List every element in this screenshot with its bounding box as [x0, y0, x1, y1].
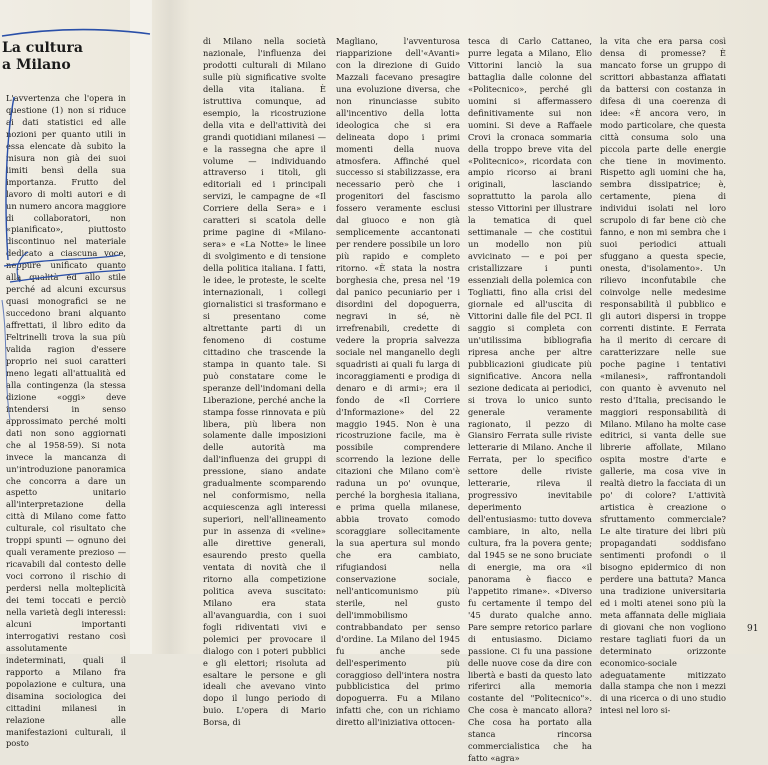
- column-5-text: la vita che era parsa così densa di promesse? È mancato forse un gruppo di scrittori abbastanza affiatati da battersi con costanza in difesa di una coerenza di idee: «È ancora vero, in modo particolare, che questa città consuma solo una piccola parte delle energie che tiene in movimento. Rispetto agli uomini che ha, sembra dissipatrice; è, certamente, piena di individui isolati nel loro scrupolo di far bene ciò che fanno, e non mi sembra che i suoi periodici attuali sfuggano a questa specie, onesta, d'isolamento». Un rilievo inconfutabile che coinvolge nelle medesime responsabilità il pubblico e gli autori dispersi in troppe correnti distinte. E Ferrata ha il merito di cercare di caratterizzare nelle sue poche pagine i tentativi «milanesi», raffrontandoli con quanto è avvenuto nel resto d'Italia, precisando le maggiori responsabilità di Milano. Milano ha molte case editrici, si vanta delle sue librerie affollate, Milano ospita mostre d'arte e gallerie, ma cosa vive in realtà dietro la facciata di un po' di colore? L'attività artistica è creazione o sfruttamento commerciale? Le alte tirature dei libri più propagandati soddisfano sentimenti profondi o il bisogno epidermico di non perdere una battuta? Manca una tradizione universitaria ed i molti atenei sono più la meta affannata delle migliaia di giovani che non vogliono restare tagliati fuori da un determinato orizzonte economico-sociale adeguatamente mitizzato dalla stampa che non i mezzi di una ricerca o di uno studio intesi nel loro si-: [600, 36, 726, 716]
- page-fold-shadow: [150, 0, 190, 654]
- column-2-text: di Milano nella società nazionale, l'influenza dei prodotti culturali di Milano sulle più significative svolte della vita italiana. È istruttiva comunque, ad esempio, la ricostruzione della vita e dell'attività dei grandi quotidiani milanesi — e la rassegna che apre il volume — individuando attraverso i titoli, gli editoriali ed i principali servizi, le campagne de «Il Corriere della Sera» e i caratteri si scatola delle prime pagine di «Milano-sera» e «La Notte» le linee di svolgimento e di tensione della politica italiana. I fatti, le idee, le proteste, le scelte internazionali, i collegi giornalistici si trasformano e si presentano come altrettante parti di un fenomeno di costume cittadino che trascende la stampa in quanto tale. Si può constatare come le speranze dell'indomani della Liberazione, perché anche la stampa fosse rinnovata e più libera, più libera non solamente dalle imposizioni delle autorità ma dall'influenza dei gruppi di pressione, siano andate gradualmente scomparendo nel conformismo, nella acquiescenza agli interessi superiori, nell'allineamento pur in assenza di «veline» alle direttive generali, esaurendo presto quella ventata di novità che il ritorno alla competizione politica aveva suscitato: Milano era stata all'avanguardia, con i suoi fogli ridiventati vivi e polemici per provocare il dialogo con i poteri pubblici e gli elettori; risoluta ad esaltare le persone e gli ideali che avevano vinto dopo il lungo periodo di buio. L'opera di Mario Borsa, di: [203, 36, 326, 728]
- column-4-text: tesca di Carlo Cattaneo, purre legata a Milano, Elio Vittorini lanciò la sua battaglia dalle colonne del «Politecnico», perché gli uomini si affermassero definitivamente sui non uomini. Si deve a Raffaele Crovi la cronaca sommaria della troppo breve vita del «Politecnico», ricordata con ampio ricorso ai brani originali, lasciando soprattutto la parola allo stesso Vittorini per illustrare la tematica di quel settimanale — che costituì un modello non più avvicinato — e poi per cristallizzare i punti essenziali della polemica con Togliatti, fino alla crisi del giornale ed all'uscita di Vittorini dalle file del PCI. Il saggio si completa con un'utilissima bibliografia ripresa anche per altre pubblicazioni giudicate più significative. Ancora nella sezione dedicata ai periodici, si trova lo unico sunto generale veramente ragionato, il pezzo di Giansiro Ferrata sulle riviste letterarie di Milano. Anche il Ferrata, per lo specifico settore delle riviste letterarie, rileva il progressivo inevitabile deperimento dell'entusiasmo: tutto doveva cambiare, in alto, nella cultura, fra la povera gente; dal 1945 se ne sono bruciate di energie, ma ora «il panorama è fiacco e l'appetito rimane». «Diverso fu certamente il tempo del '45 durato qualche anno. Pare sempre retorico parlare di entusiasmo. Diciamo passione. Ci fu una passione delle nuove cose da dire con libertà e basti da questo lato riferirci alla memoria costante del "Politecnico"». Che cosa è mancato allora? Che cosa ha portato alla stanca rincorsa commercialistica che ha fatto «agra»: [468, 36, 592, 764]
- article-title: [2, 40, 127, 74]
- column-1-text: L'avvertenza che l'opera in questione (1) non si riduce ai dati statistici ed alle nozioni per quanto utili in essa elencate dà subito la misura non già dei suoi limiti bensì della sua importanza. Frutto del lavoro di molti autori e di un numero ancora maggiore di collaboratori, non «pianificato», piuttosto discontinuo nel materiale dedicato a ciascuna voce, neppure unificato quanto alla qualità ed allo stile perché ad alcuni excursus quasi monografici se ne succedono brani alquanto affrettati, il libro edito da Feltrinelli trova la sua più valida ragion d'essere proprio nei suoi caratteri meno legati all'attualità ed alla contingenza (la stessa dizione «oggi» deve intendersi in senso approssimato perché molti dati non sono aggiornati che al 1958-59). Si nota invece la mancanza di un'introduzione panoramica che concorra a dare un aspetto unitario all'interpretazione della città di Milano come fatto culturale, col risultato che troppi spunti — ognuno dei quali veramente prezioso — ricavabili dal contesto delle voci corrono il rischio di perdersi nella molteplicità dei temi toccati e perciò nella varietà degli interessi: alcuni importanti interrogativi restano così assolutamente indeterminati, quali il rapporto a Milano fra popolazione e cultura, una disamina sociologica dei cittadini milanesi in relazione alle manifestazioni culturali, il posto: [6, 93, 126, 749]
- text-column-5: [600, 36, 726, 716]
- ink-underline-title: [2, 30, 150, 36]
- text-column-4: [468, 36, 592, 764]
- column-3-text: Magliano, l'avventurosa riapparizione dell'«Avanti» con la direzione di Guido Mazzali facevano presagire una evoluzione diversa, che non rinunciasse subito all'incentivo della lotta ideologica che si era delineata dopo i primi momenti della nuova atmosfera. Affinché quel successo si stabilizzasse, era necessario però che i progenitori del fascismo fossero veramente esclusi dal giuoco e non già semplicemente accantonati per rendere possibile un loro più rapido e completo ritorno. «È stata la nostra borghesia che, presa nel '19 dal panico pecuniario per i disordini del dopoguerra, negravi in sé, nè irrefrenabili, credette di vedere la propria salvezza sociale nel manganello degli squadristi ai quali fu larga di incoraggiamenti e prodiga di denaro e di armi»; era il fondo de «Il Corriere d'Informazione» del 22 maggio 1945. Non è una ricostruzione facile, ma è possibile comprendere scorrendo la lezione delle citazioni che Milano com'è raduna un po' ovunque, perché la borghesia italiana, e prima quella milanese, abbia trovato comodo scoraggiare sollecitamente la sua apertura sul mondo che era cambiato, rifugiandosi nella conservazione sociale, nell'anticomunismo più sterile, nel gusto dell'immobilismo contrabbandato per senso d'ordine. La Milano del 1945 fu anche sede dell'esperimento più coraggioso dell'intera nostra pubblicistica del primo dopoguerra. Fu a Milano infatti che, con un richiamo diretto all'iniziativa ottocen-: [336, 36, 460, 728]
- title-line-1: La cultura: [2, 40, 83, 56]
- title-line-2: a Milano: [2, 57, 71, 73]
- text-column-2: [203, 36, 326, 728]
- text-column-3: [336, 36, 460, 728]
- text-column-1: [6, 93, 126, 749]
- page-number: 91: [747, 624, 759, 634]
- page-margin-strip: [130, 0, 152, 654]
